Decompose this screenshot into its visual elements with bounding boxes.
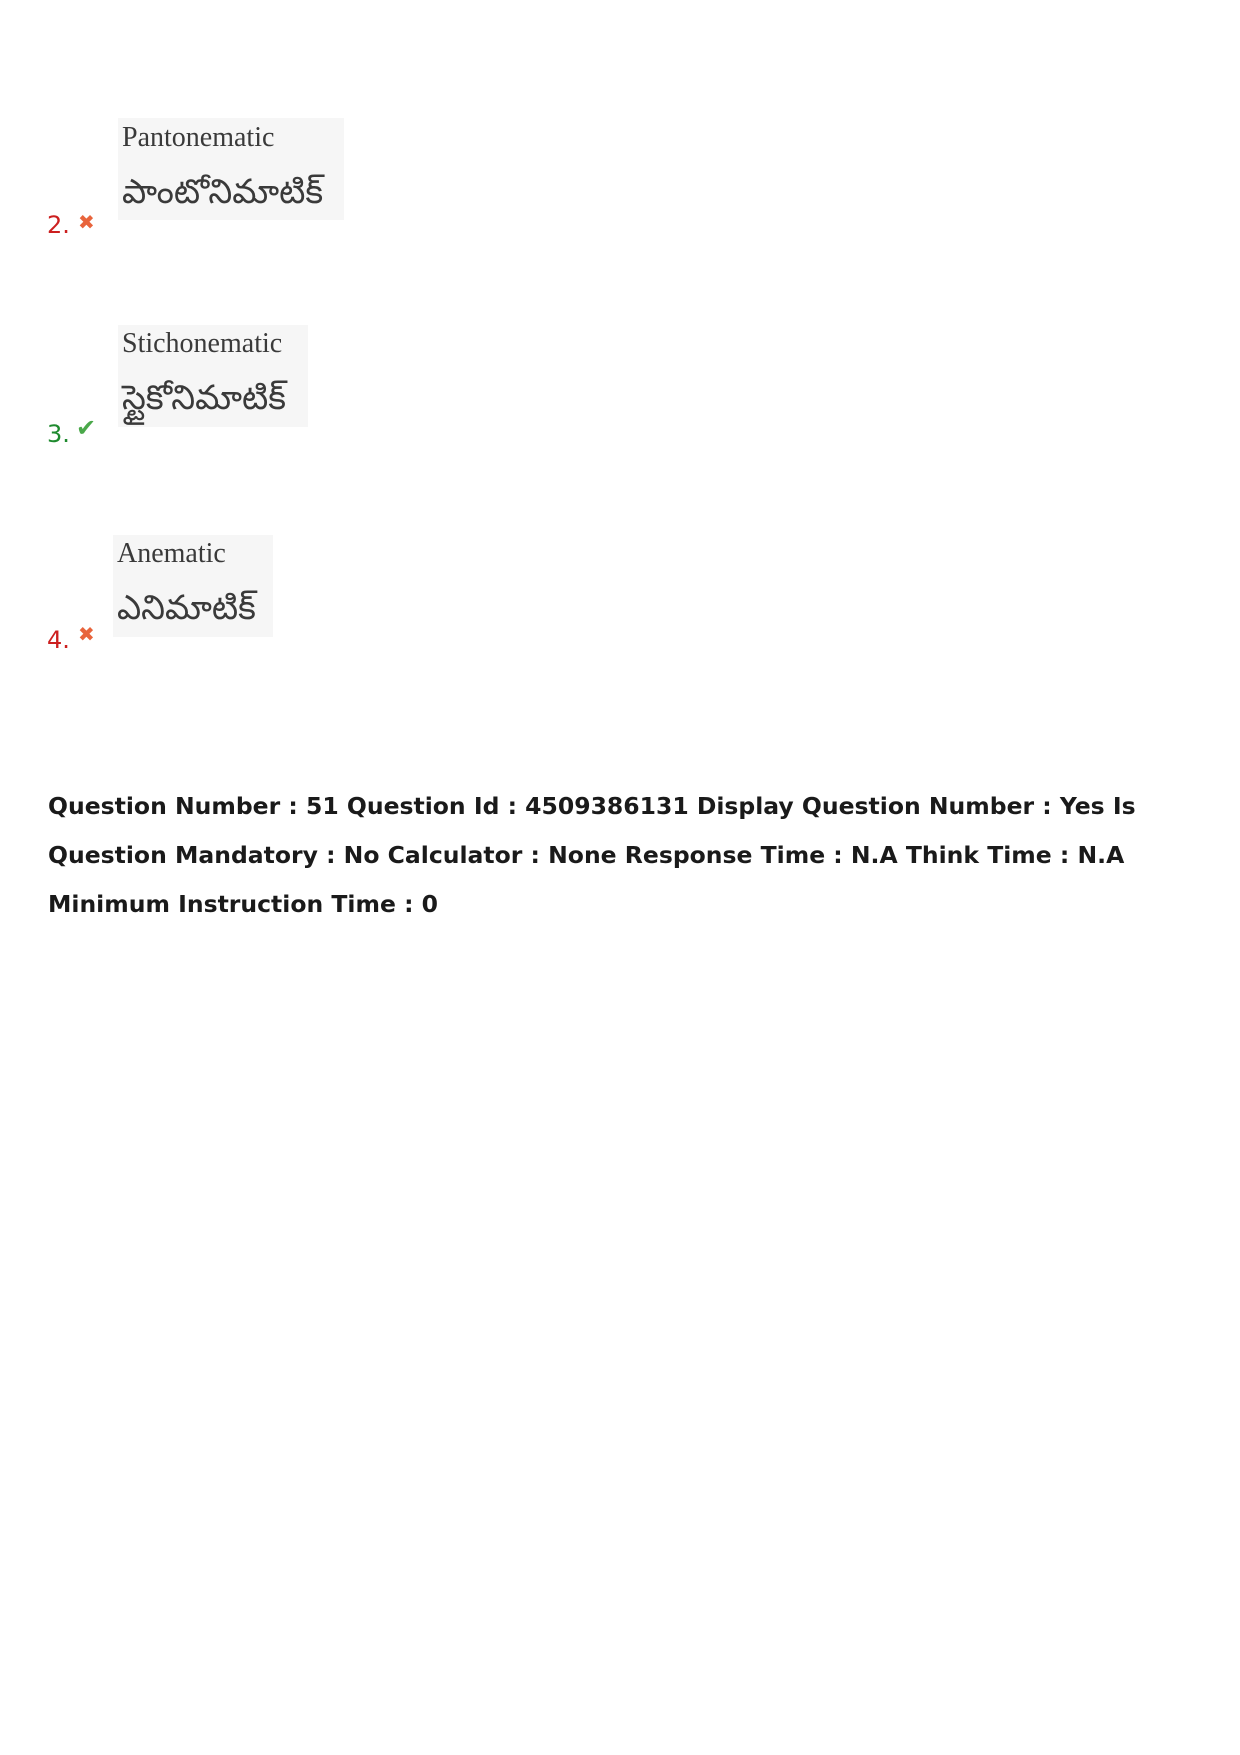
option-4-text-english: Anematic — [117, 538, 226, 569]
cross-icon: ✖ — [78, 622, 95, 646]
option-3-text-english: Stichonematic — [122, 328, 283, 359]
option-2-text-english: Pantonematic — [122, 122, 275, 153]
cross-icon: ✖ — [78, 210, 95, 234]
option-3-text-telugu: స్టైకోనిమాటిక్ — [122, 378, 287, 418]
option-2-text-telugu: పాంటోనిమాటిక్ — [122, 172, 324, 212]
option-4-text-telugu: ఎనిమాటిక్ — [117, 588, 256, 628]
option-3-number: 3. — [47, 420, 70, 448]
option-2-number: 2. — [47, 211, 70, 239]
check-icon: ✔ — [76, 414, 97, 442]
option-4-number: 4. — [47, 626, 70, 654]
question-metadata: Question Number : 51 Question Id : 4509386131 Display Question Number : Yes Is Question Mandatory : No Calculator : None Response Time : N.A Think Time : N.A Minimum Instruction Time : 0 — [48, 792, 1136, 918]
